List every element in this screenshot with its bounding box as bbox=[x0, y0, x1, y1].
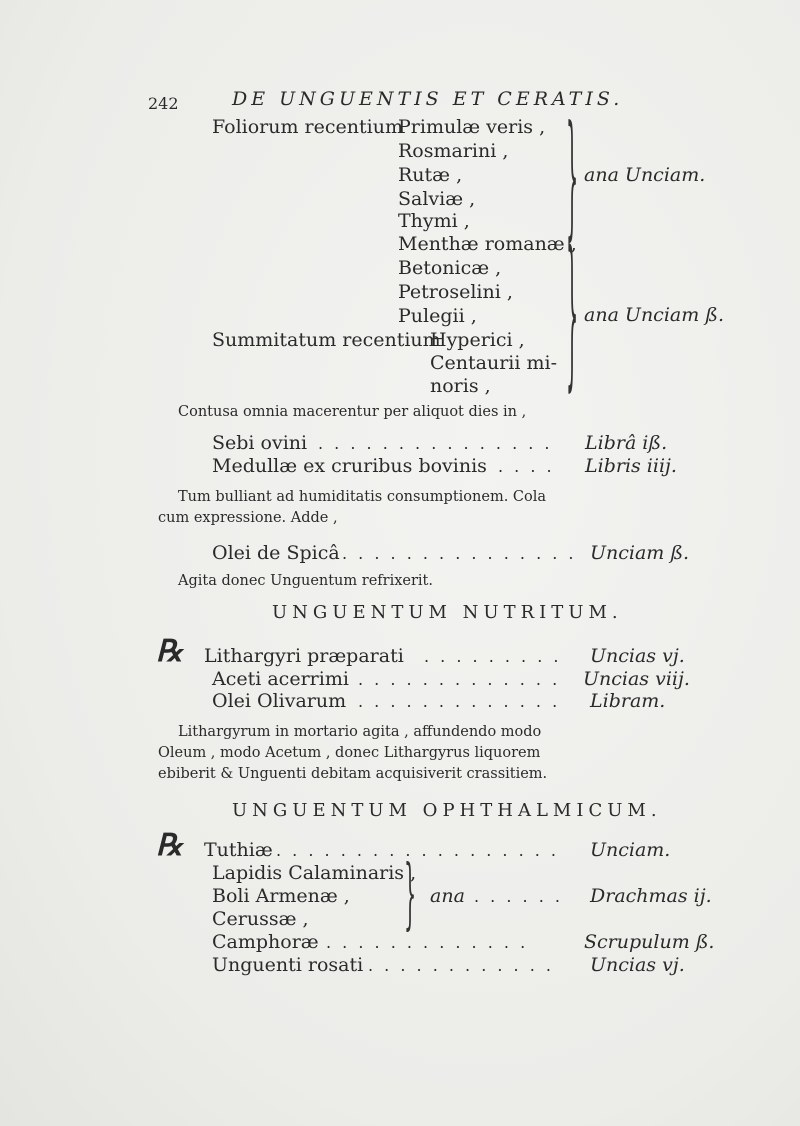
ingredient-amount: Drachmas ij. bbox=[590, 885, 712, 907]
brace: } bbox=[566, 99, 579, 255]
herb-item: Pulegii , bbox=[398, 305, 477, 327]
herb-item: Petroselini , bbox=[398, 281, 513, 303]
ingredient-name: Lapidis Calaminaris , bbox=[212, 862, 417, 884]
ingredient-name: Camphoræ bbox=[212, 931, 319, 953]
ingredient-name: Lithargyri præparati bbox=[204, 645, 404, 667]
ingredient-name: Boli Armenæ , bbox=[212, 885, 350, 907]
ingredient-amount: Uncias vj. bbox=[590, 645, 685, 667]
recipe-symbol: ℞ bbox=[156, 828, 183, 863]
ingredient-amount: Scrupulum ß. bbox=[584, 931, 715, 953]
instruction-contusa: Contusa omnia macerentur per aliquot dies in , bbox=[178, 404, 527, 420]
instruction-agita: Agita donec Unguentum refrixerit. bbox=[178, 573, 433, 589]
leader-dots: . . . . . . . . . . . . . . . bbox=[342, 544, 577, 563]
section-title-nutritum: UNGUENTUM NUTRITUM. bbox=[272, 602, 623, 623]
herb-item: Betonicæ , bbox=[398, 257, 502, 279]
leader-dots: . . . . . . . . . . . . . . . . . . bbox=[276, 841, 560, 860]
ingredient-amount: Libram. bbox=[590, 690, 666, 712]
herb-item: Centaurii mi- bbox=[430, 352, 558, 374]
ingredient-name: Sebi ovini bbox=[212, 432, 308, 454]
recipe-symbol: ℞ bbox=[156, 634, 183, 669]
ingredient-name: Unguenti rosati bbox=[212, 954, 364, 976]
quantity-ana-unciam-semis: ana Unciam ß. bbox=[584, 304, 725, 326]
running-title: DE UNGUENTIS ET CERATIS. bbox=[232, 88, 624, 110]
ingredient-name: Aceti acerrimi bbox=[212, 668, 349, 690]
instruction-lithargyrum-line2: Oleum , modo Acetum , donec Lithargyrus liquorem bbox=[158, 745, 541, 761]
herb-item: Menthæ romanæ , bbox=[398, 233, 577, 255]
herb-item: Primulæ veris , bbox=[398, 116, 546, 138]
ingredient-name: Olei Olivarum bbox=[212, 690, 347, 712]
leader-dots: . . . . . . . . . . . . . bbox=[326, 933, 529, 952]
herb-item: Salviæ , bbox=[398, 188, 476, 210]
herb-item: Rosmarini , bbox=[398, 140, 509, 162]
instruction-bulliant-line1: Tum bulliant ad humiditatis consumptionem. Cola bbox=[178, 489, 547, 505]
ingredient-amount: Unciam ß. bbox=[590, 542, 690, 564]
brace: } bbox=[404, 850, 417, 939]
quantity-ana-unciam: ana Unciam. bbox=[584, 164, 706, 186]
ingredient-amount: Unciam. bbox=[590, 839, 671, 861]
ingredient-name: Medullæ ex cruribus bovinis bbox=[212, 455, 487, 477]
instruction-lithargyrum-line1: Lithargyrum in mortario agita , affundendo modo bbox=[178, 724, 542, 740]
herb-item: Hyperici , bbox=[430, 329, 525, 351]
brace: } bbox=[566, 219, 579, 408]
herb-item: noris , bbox=[430, 375, 491, 397]
page-number: 242 bbox=[148, 94, 179, 113]
instruction-bulliant-line2: cum expressione. Adde , bbox=[158, 510, 338, 526]
leader-dots: . . . . . . . . . . . . bbox=[368, 956, 554, 975]
leader-dots: . . . . . . . . . . . . . . . bbox=[318, 434, 553, 453]
instruction-lithargyrum-line3: ebiberit & Unguenti debitam acquisiverit crassitiem. bbox=[158, 766, 548, 782]
leader-dots: . . . . . . . . . . . . . bbox=[358, 692, 561, 711]
herb-item: Thymi , bbox=[398, 210, 470, 232]
leader-dots: . . . . . . . . . bbox=[424, 647, 562, 666]
ingredient-amount: Libris iiij. bbox=[585, 455, 677, 477]
ingredient-name: Olei de Spicâ bbox=[212, 542, 340, 564]
leader-dots: . . . . bbox=[498, 457, 555, 476]
leader-dots: . . . . . . bbox=[474, 887, 563, 906]
section-title-ophthalmicum: UNGUENTUM OPHTHALMICUM. bbox=[232, 800, 662, 821]
group-label-summitatum: Summitatum recentium bbox=[212, 329, 441, 351]
group-label-foliorum: Foliorum recentium bbox=[212, 116, 403, 138]
herb-item: Rutæ , bbox=[398, 164, 463, 186]
ingredient-amount: Uncias vj. bbox=[590, 954, 685, 976]
ana-label: ana bbox=[430, 885, 465, 907]
ingredient-amount: Uncias viij. bbox=[583, 668, 690, 690]
ingredient-name: Cerussæ , bbox=[212, 908, 309, 930]
ingredient-amount: Librâ iß. bbox=[585, 432, 668, 454]
leader-dots: . . . . . . . . . . . . . bbox=[358, 670, 561, 689]
ingredient-name: Tuthiæ bbox=[204, 839, 273, 861]
